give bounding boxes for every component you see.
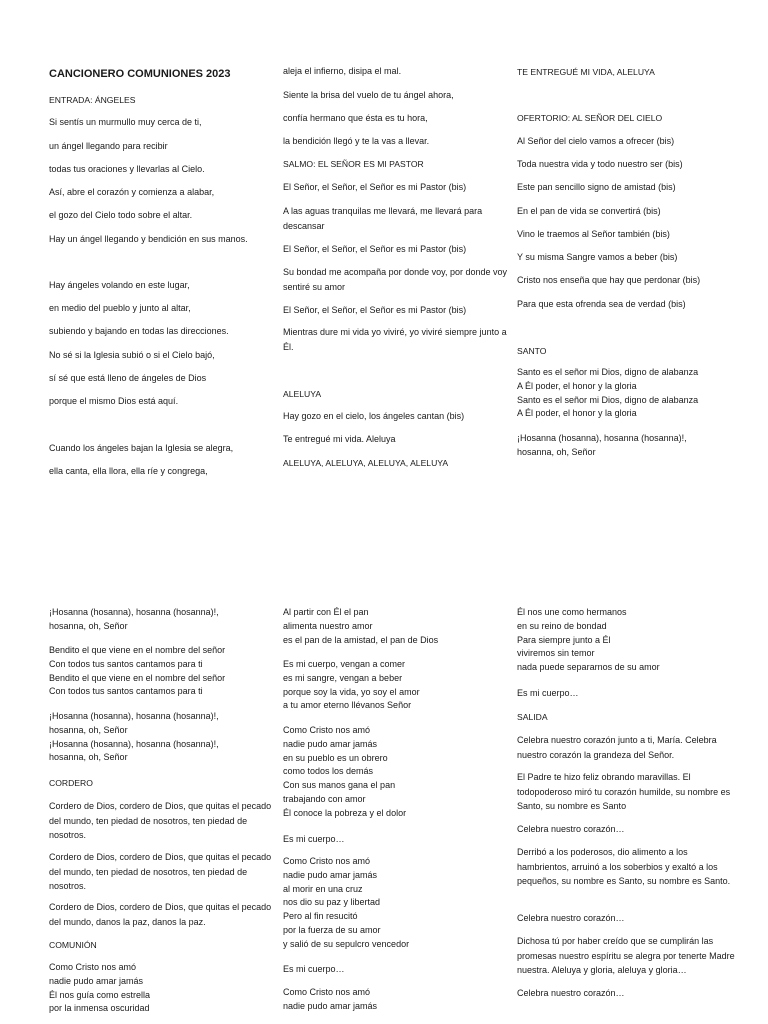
- refrain-line: Celebra nuestro corazón…: [517, 988, 625, 998]
- hosanna-line: ¡Hosanna (hosanna), hosanna (hosanna)!,: [517, 433, 687, 443]
- ofertorio-line: Cristo nos enseña que hay que perdonar (bis): [517, 275, 701, 285]
- lyric-line: confía hermano que ésta es tu hora,: [283, 113, 428, 123]
- comunion-line: nos dio su paz y libertad: [283, 897, 381, 908]
- cordero-verse: Cordero de Dios, cordero de Dios, que quitas el pecado del mundo, ten piedad de nosotros, ten piedad de nosotros.: [49, 852, 272, 892]
- bendito-line: Bendito el que viene en el nombre del señor: [49, 672, 226, 683]
- lyric-line: ella canta, ella llora, ella ríe y congrega,: [49, 466, 208, 476]
- comunion-stanza: [283, 855, 508, 952]
- salmo-line: El Señor, el Señor, el Señor es mi Pastor (bis): [283, 182, 467, 192]
- comunion-line: Es mi cuerpo, vengan a comer: [283, 659, 406, 669]
- ofertorio-line: Toda nuestra vida y todo nuestro ser (bis): [517, 159, 683, 169]
- bendito-line: Con todos tus santos cantamos para ti: [49, 686, 203, 697]
- comunion-line: como todos los demás: [283, 766, 374, 777]
- comunion-line: Pero al fin resucitó: [283, 911, 358, 922]
- comunion-line: Él nos guía como estrella: [49, 989, 151, 1000]
- comunion-line: Como Cristo nos amó: [283, 987, 371, 997]
- aleluya-closing-line: TE ENTREGUÉ MI VIDA, ALELUYA: [517, 67, 655, 77]
- hosanna-line: hosanna, oh, Señor: [517, 446, 596, 457]
- comunion-line: Como Cristo nos amó: [283, 725, 371, 735]
- lyric-line: aleja el infierno, disipa el mal.: [283, 66, 402, 76]
- lyric-line: subiendo y bajando en todas las direcciones.: [49, 326, 229, 336]
- refrain-line: Celebra nuestro corazón…: [517, 913, 625, 923]
- cordero-verse: Cordero de Dios, cordero de Dios, que quitas el pecado del mundo, ten piedad de nosotros, ten piedad de nosotros.: [49, 801, 272, 841]
- comunion-stanza: [517, 606, 742, 675]
- salida-verse: El Padre te hizo feliz obrando maravillas. El todopoderoso miró tu corazón humilde, su nombre es Santo, su nombre es Santo: [517, 772, 731, 812]
- santo-line: A Él poder, el honor y la gloria: [517, 408, 637, 419]
- ofertorio-line: Al Señor del cielo vamos a ofrecer (bis): [517, 136, 675, 146]
- salmo-line: A las aguas tranquilas me llevará, me llevará para descansar: [283, 206, 483, 231]
- ofertorio-line: Y su misma Sangre vamos a beber (bis): [517, 252, 678, 262]
- hosanna-line: ¡Hosanna (hosanna), hosanna (hosanna)!,: [49, 738, 219, 749]
- comunion-line: a tu amor eterno llévanos Señor: [283, 700, 412, 711]
- lyric-line: en medio del pueblo y junto al altar,: [49, 303, 191, 313]
- comunion-stanza: [283, 658, 508, 713]
- comunion-line: nadie pudo amar jamás: [283, 869, 378, 880]
- lyric-line: todas tus oraciones y llevarlas al Cielo.: [49, 164, 205, 174]
- cordero-heading: CORDERO: [49, 778, 93, 788]
- comunion-line: porque soy la vida, yo soy el amor: [283, 686, 420, 697]
- comunion-line: Él conoce la pobreza y el dolor: [283, 807, 407, 818]
- comunion-line: y salió de su sepulcro vencedor: [283, 938, 410, 949]
- hosanna-line: ¡Hosanna (hosanna), hosanna (hosanna)!,: [49, 711, 219, 721]
- hosanna-line: ¡Hosanna (hosanna), hosanna (hosanna)!,: [49, 607, 219, 617]
- salmo-line: Mientras dure mi vida yo viviré, yo viviré siempre junto a Él.: [283, 327, 507, 352]
- ofertorio-heading: OFERTORIO: AL SEÑOR DEL CIELO: [517, 113, 663, 123]
- lyric-line: Siente la brisa del vuelo de tu ángel ahora,: [283, 90, 454, 100]
- lyric-line: Cuando los ángeles bajan la Iglesia se alegra,: [49, 443, 234, 453]
- aleluya-heading: ALELUYA: [283, 389, 322, 399]
- refrain-line: Es mi cuerpo…: [517, 688, 579, 698]
- aleluya-line: ALELUYA, ALELUYA, ALELUYA, ALELUYA: [283, 458, 449, 468]
- bendito-line: Con todos tus santos cantamos para ti: [49, 658, 203, 669]
- ofertorio-line: Este pan sencillo signo de amistad (bis): [517, 182, 676, 192]
- comunion-stanza: [283, 724, 508, 821]
- comunion-line: nadie pudo amar jamás: [283, 1000, 378, 1011]
- aleluya-line: Hay gozo en el cielo, los ángeles cantan (bis): [283, 411, 465, 421]
- comunion-line: Él nos une como hermanos: [517, 607, 627, 617]
- lyric-line: el gozo del Cielo todo sobre el altar.: [49, 210, 193, 220]
- lyric-line: Si sentís un murmullo muy cerca de ti,: [49, 117, 202, 127]
- salmo-heading: SALMO: EL SEÑOR ES MI PASTOR: [283, 159, 424, 169]
- comunion-line: nadie pudo amar jamás: [283, 738, 378, 749]
- salida-heading: SALIDA: [517, 712, 548, 722]
- comunion-line: es mi sangre, vengan a beber: [283, 672, 403, 683]
- lyric-line: sí sé que está lleno de ángeles de Dios: [49, 373, 207, 383]
- bendito-verse: [49, 644, 274, 699]
- comunion-line: en su reino de bondad: [517, 620, 607, 631]
- ofertorio-line: Para que esta ofrenda sea de verdad (bis): [517, 299, 686, 309]
- aleluya-line: Te entregué mi vida. Aleluya: [283, 434, 396, 444]
- refrain-line: Es mi cuerpo…: [283, 964, 345, 974]
- comunion-stanza: [283, 606, 508, 647]
- comunion-line: por la fuerza de su amor: [283, 924, 381, 935]
- salida-verse: Dichosa tú por haber creído que se cumplirán las promesas nuestro espíritu se alegra por tenerte Madre nuestra. Aleluya y gloria, aleluya y gloria…: [517, 936, 735, 976]
- hosanna-verse: [517, 432, 742, 460]
- salmo-line: El Señor, el Señor, el Señor es mi Pastor (bis): [283, 305, 467, 315]
- comunion-heading: COMUNIÓN: [49, 940, 97, 950]
- cordero-verse: Cordero de Dios, cordero de Dios, que quitas el pecado del mundo, danos la paz, danos la paz.: [49, 902, 272, 927]
- refrain-line: Celebra nuestro corazón…: [517, 824, 625, 834]
- comunion-line: es el pan de la amistad, el pan de Dios: [283, 634, 439, 645]
- lyric-line: No sé si la Iglesia subió o si el Cielo bajó,: [49, 350, 215, 360]
- comunion-verse: [49, 961, 274, 1016]
- hosanna-verse: [49, 606, 274, 634]
- ofertorio-line: Vino le traemos al Señor también (bis): [517, 229, 670, 239]
- comunion-line: Como Cristo nos amó: [49, 962, 137, 972]
- comunion-line: viviremos sin temor: [517, 648, 595, 659]
- comunion-line: Para siempre junto a Él: [517, 634, 611, 645]
- lyric-line: un ángel llegando para recibir: [49, 141, 168, 151]
- salmo-line: El Señor, el Señor, el Señor es mi Pastor (bis): [283, 244, 467, 254]
- bendito-line: Bendito el que viene en el nombre del señor: [49, 645, 226, 655]
- comunion-line: trabajando con amor: [283, 793, 366, 804]
- comunion-line: Como Cristo nos amó: [283, 856, 371, 866]
- santo-heading: SANTO: [517, 346, 547, 356]
- comunion-line: Con sus manos gana el pan: [283, 780, 396, 791]
- ofertorio-line: En el pan de vida se convertirá (bis): [517, 206, 661, 216]
- comunion-stanza: [283, 986, 508, 1014]
- comunion-line: por la inmensa oscuridad: [49, 1003, 150, 1014]
- salida-verse: Derribó a los poderosos, dio alimento a los hambrientos, arruinó a los soberbios y exaltó a los pequeños, su nombre es Santo, su nombre es Santo.: [517, 847, 731, 887]
- lyric-line: Hay ángeles volando en este lugar,: [49, 280, 190, 290]
- hosanna-verse: [49, 710, 274, 765]
- comunion-line: nadie pudo amar jamás: [49, 975, 144, 986]
- lyric-line: porque el mismo Dios está aquí.: [49, 396, 179, 406]
- salida-verse: Celebra nuestro corazón junto a ti, María. Celebra nuestro corazón la grandeza del Señor.: [517, 735, 717, 760]
- santo-line: Santo es el señor mi Dios, digno de alabanza: [517, 367, 699, 377]
- santo-verse: [517, 366, 742, 421]
- lyric-line: Así, abre el corazón y comienza a alabar,: [49, 187, 215, 197]
- santo-line: Santo es el señor mi Dios, digno de alabanza: [517, 394, 699, 405]
- refrain-line: Es mi cuerpo…: [283, 834, 345, 844]
- salmo-line: Su bondad me acompaña por donde voy, por donde voy sentiré su amor: [283, 267, 507, 292]
- hosanna-line: hosanna, oh, Señor: [49, 724, 128, 735]
- entrada-heading: ENTRADA: ÁNGELES: [49, 95, 136, 105]
- santo-line: A Él poder, el honor y la gloria: [517, 380, 637, 391]
- lyric-line: la bendición llegó y te la vas a llevar.: [283, 136, 430, 146]
- hosanna-line: hosanna, oh, Señor: [49, 620, 128, 631]
- comunion-line: en su pueblo es un obrero: [283, 752, 388, 763]
- document-title: CANCIONERO COMUNIONES 2023: [49, 68, 231, 80]
- comunion-line: alimenta nuestro amor: [283, 620, 373, 631]
- comunion-line: Al partir con Él el pan: [283, 607, 369, 617]
- lyric-line: Hay un ángel llegando y bendición en sus manos.: [49, 234, 248, 244]
- comunion-line: nada puede separarnos de su amor: [517, 662, 660, 673]
- comunion-line: al morir en una cruz: [283, 883, 363, 894]
- hosanna-line: hosanna, oh, Señor: [49, 752, 128, 763]
